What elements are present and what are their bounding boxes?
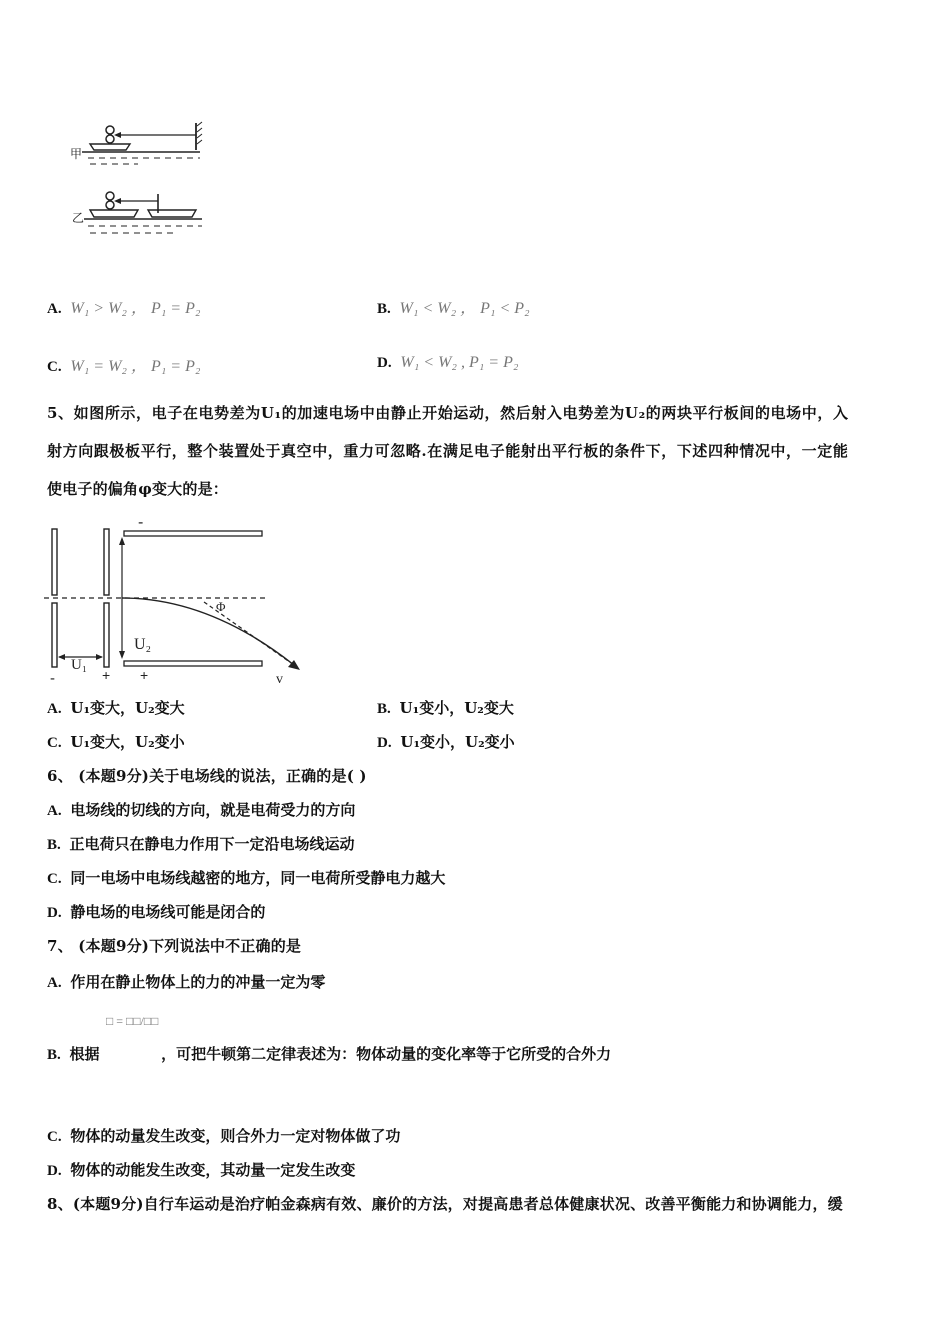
q6-option-a[interactable] [47,799,355,820]
label-jia: 甲 [70,147,83,161]
option-label: A. [47,301,62,317]
q5-option-a[interactable] [47,697,185,718]
q5-option-c[interactable] [47,731,185,752]
q7-stem: 7、 (本题9分)下列说法中不正确的是 [47,937,302,955]
boats-figure [68,118,218,248]
option-label: A. [47,701,62,717]
option-expr: W₁ > W₂ ， P₁ = P₂ [70,300,201,317]
option-expr: W₁ < W₂ , P₁ = P₂ [400,354,519,371]
option-label: A. [47,803,62,819]
q8-stem: 8、(本题9分)自行车运动是治疗帕金森病有效、廉价的方法，对提高患者总体健康状况、改善平衡能力和协调能力，缓 [47,1195,843,1213]
q5-stem-line1: 5、如图所示，电子在电势差为U₁的加速电场中由静止开始运动，然后射入电势差为U₂的两块平行板间的电场中，入 [47,404,849,422]
q4-option-c[interactable] [47,353,200,376]
option-text: 作用在静止物体上的力的冲量一定为零 [70,973,326,991]
option-label: A. [47,975,62,991]
option-text: U₁变小，U₂变小 [400,733,515,751]
q4-option-a[interactable] [47,295,200,318]
q5-option-d[interactable] [377,731,515,752]
q7-option-a[interactable] [47,971,325,992]
option-text: U₁变小，U₂变大 [399,699,514,717]
option-label: D. [377,355,392,371]
option-text: 静电场的电场线可能是闭合的 [70,903,266,921]
option-label: D. [47,1163,62,1179]
q7-option-d[interactable] [47,1159,355,1180]
option-label: D. [47,905,62,921]
option-text: 物体的动量发生改变，则合外力一定对物体做了功 [70,1127,401,1145]
option-expr: W₁ = W₂ ， P₁ = P₂ [70,358,201,375]
option-text: U₁变大，U₂变小 [70,733,185,751]
option-text: 同一电场中电场线越密的地方，同一电荷所受静电力越大 [70,869,446,887]
option-label: C. [47,735,62,751]
plus-plate-label: + [140,667,149,683]
option-text: 物体的动能发生改变，其动量一定发生改变 [70,1161,356,1179]
q4-option-b[interactable] [377,295,530,318]
q5-option-b[interactable] [377,697,514,718]
option-label: C. [47,871,62,887]
option-label: C. [47,1129,62,1145]
option-label: D. [377,735,392,751]
q5-stem-line2: 射方向跟极板平行，整个装置处于真空中，重力可忽略.在满足电子能射出平行板的条件下，下述四种情况中，一定能 [47,442,849,460]
option-label: B. [47,837,61,853]
q4-option-d[interactable] [377,353,518,372]
option-text-after: ，可把牛顿第二定律表述为：物体动量的变化率等于它所受的合外力 [161,1045,612,1063]
u1-label: U₁ [71,657,88,673]
phi-label: Φ [216,599,226,614]
q6-option-b[interactable] [47,833,355,854]
q7-option-c[interactable] [47,1125,400,1146]
v-label: v [276,672,283,687]
option-text: 电场线的切线的方向，就是电荷受力的方向 [70,801,356,819]
q7-option-b[interactable] [47,1043,611,1064]
momentum-formula: □ = □□/□□ [106,1014,159,1028]
q6-option-d[interactable] [47,901,265,922]
q6-stem: 6、 (本题9分)关于电场线的说法，正确的是( ) [47,767,367,785]
minus-top-label: - [138,515,144,531]
minus-bottom-label: - [50,670,55,687]
option-expr: W₁ < W₂ ， P₁ < P₂ [399,300,530,317]
q5-stem-line3: 使电子的偏角φ变大的是： [47,480,228,498]
u2-label: U₂ [134,636,152,653]
option-label: B. [377,301,391,317]
electron-deflection-figure [44,515,304,687]
option-label: B. [47,1047,61,1063]
option-text: 正电荷只在静电力作用下一定沿电场线运动 [69,835,355,853]
option-label: C. [47,359,62,375]
plus-left-label: + [102,667,111,683]
option-text-before: 根据 [69,1045,100,1063]
option-label: B. [377,701,391,717]
label-yi: 乙 [72,211,85,225]
q6-option-c[interactable] [47,867,445,888]
option-text: U₁变大，U₂变大 [70,699,185,717]
